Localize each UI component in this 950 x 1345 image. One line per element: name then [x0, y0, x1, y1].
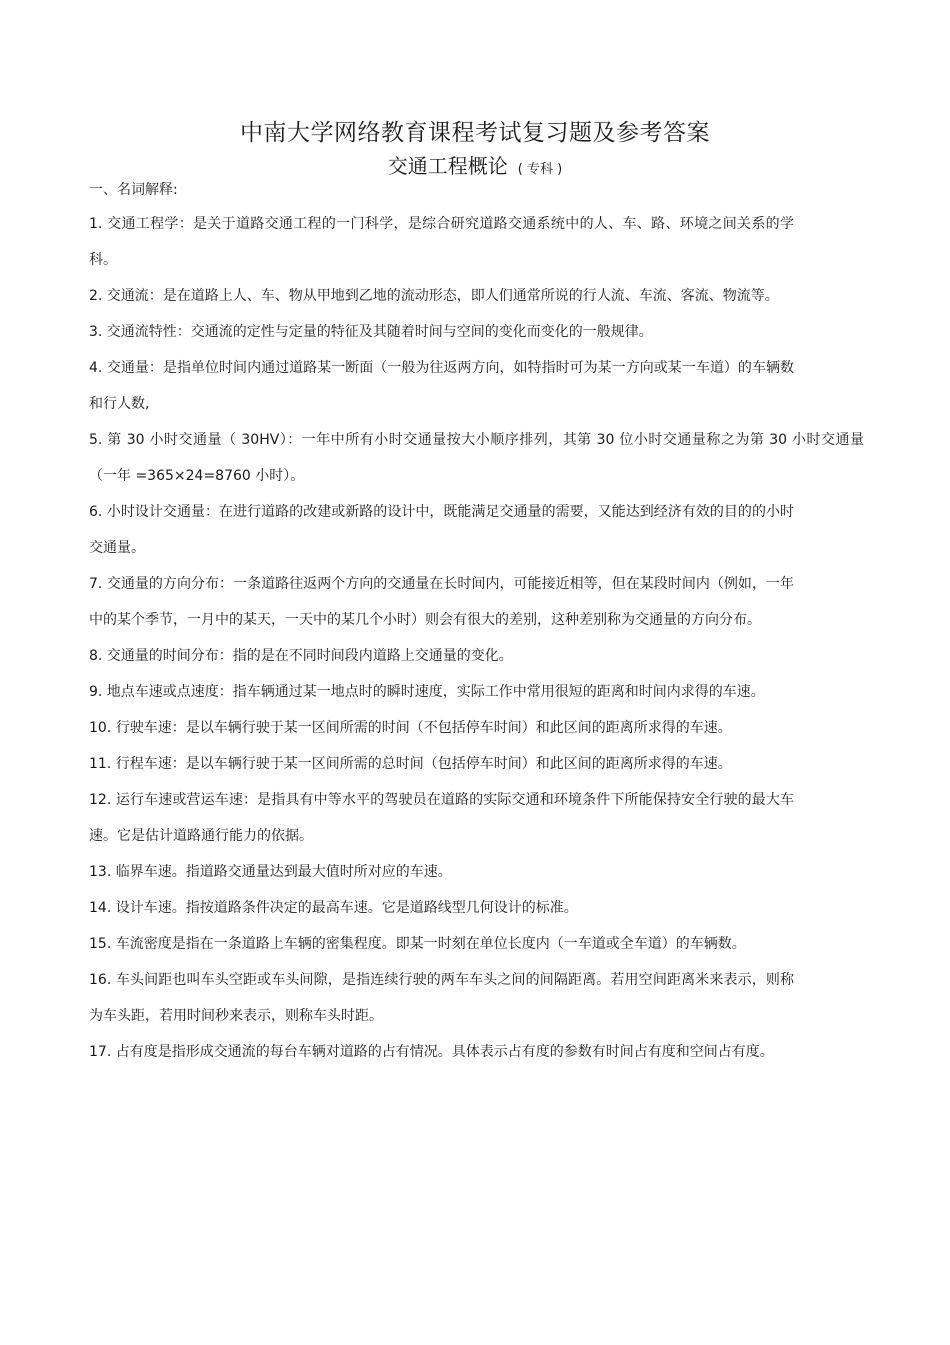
definition-item: 13. 临界车速。指道路交通量达到最大值时所对应的车速。 [89, 864, 452, 880]
definition-item: 7. 交通量的方向分布：一条道路往返两个方向的交通量在长时间内，可能接近相等，但在某段时间内（例如，一年中的某个季节，一月中的某天，一天中的某几个小时）则会有很大的差别，这种差别称为交通量的方向分布。 [89, 576, 794, 628]
definition-item: 3. 交通流特性：交通流的定性与定量的特征及其随着时间与空间的变化而变化的一般规律。 [89, 324, 653, 340]
definition-item: 16. 车头间距也叫车头空距或车头间隙，是指连续行驶的两车车头之间的间隔距离。若用空间距离米来表示，则称为车头距，若用时间秒来表示，则称车头时距。 [89, 972, 794, 1024]
section-heading: 一、名词解释: [89, 182, 178, 198]
definition-item: 10. 行驶车速：是以车辆行驶于某一区间所需的时间（不包括停车时间）和此区间的距离所求得的车速。 [89, 720, 732, 736]
definition-item: 17. 占有度是指形成交通流的每台车辆对道路的占有情况。具体表示占有度的参数有时间占有度和空间占有度。 [89, 1044, 774, 1060]
term-definitions-list [89, 206, 864, 1070]
definition-item: 1. 交通工程学：是关于道路交通工程的一门科学，是综合研究道路交通系统中的人、车、路、环境之间关系的学科。 [89, 216, 794, 268]
definition-item: 9. 地点车速或点速度：指车辆通过某一地点时的瞬时速度，实际工作中常用很短的距离和时间内求得的车速。 [89, 684, 765, 700]
course-name: 交通工程概论 [387, 154, 508, 178]
definition-item: 15. 车流密度是指在一条道路上车辆的密集程度。即某一时刻在单位长度内（一车道或全车道）的车辆数。 [89, 936, 746, 952]
definition-item: 11. 行程车速：是以车辆行驶于某一区间所需的总时间（包括停车时间）和此区间的距离所求得的车速。 [89, 756, 732, 772]
definition-item: 2. 交通流：是在道路上人、车、物从甲地到乙地的流动形态，即人们通常所说的行人流、车流、客流、物流等。 [89, 288, 779, 304]
definition-item: 14. 设计车速。指按道路条件决定的最高车速。它是道路线型几何设计的标准。 [89, 900, 578, 916]
definition-item: 6. 小时设计交通量：在进行道路的改建或新路的设计中，既能满足交通量的需要，又能达到经济有效的目的的小时交通量。 [89, 504, 794, 556]
definition-item: 8. 交通量的时间分布：指的是在不同时间段内道路上交通量的变化。 [89, 648, 513, 664]
definition-item: 5. 第 30 小时交通量（ 30HV）：一年中所有小时交通量按大小顺序排列，其第 30 位小时交通量称之为第 30 小时交通量（一年 =365×24=8760 小时）。 [89, 432, 864, 484]
course-level-note: ( 专科 ) [517, 162, 563, 177]
definition-item: 4. 交通量：是指单位时间内通过道路某一断面（一般为往返两方向，如特指时可为某一方向或某一车道）的车辆数和行人数, [89, 360, 794, 412]
document-title: 中南大学网络教育课程考试复习题及参考答案 [240, 120, 710, 146]
definition-item: 12. 运行车速或营运车速：是指具有中等水平的驾驶员在道路的实际交通和环境条件下所能保持安全行驶的最大车速。它是估计道路通行能力的依据。 [89, 792, 794, 844]
